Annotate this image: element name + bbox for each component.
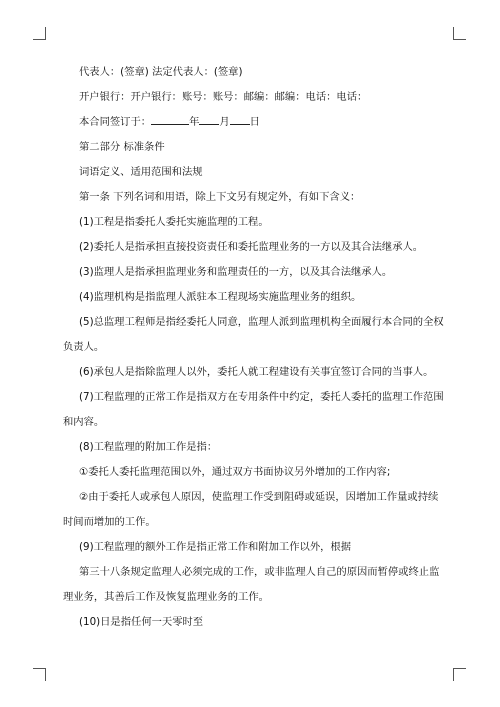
definition-7: (7)工程监理的正常工作是指双方在专用条件中约定，委托人委托的监理工作范围	[79, 391, 444, 403]
definition-2: (2)委托人是指承担直接投资责任和委托监理业务的一方以及其合法继承人。	[79, 241, 424, 253]
day-blank	[230, 114, 250, 125]
definition-10: (10)日是指任何一天零时至	[79, 616, 204, 628]
definition-9-paragraph-continued: 理业务，其善后工作及恢复监理业务的工作。	[63, 591, 269, 603]
definition-9: (9)工程监理的额外工作是指正常工作和附加工作以外，根据	[79, 541, 352, 553]
day-label: 日	[249, 116, 260, 128]
signature-line: 代表人：(签章) 法定代表人：(签章)	[79, 66, 243, 78]
document-body	[63, 64, 444, 630]
month-blank	[199, 114, 219, 125]
definition-8-item-2: ②由于委托人或承包人原因，使监理工作受到阻碍或延误，因增加工作量或持续	[79, 491, 439, 503]
article-one: 第一条 下列名词和用语，除上下文另有规定外，有如下含义：	[79, 191, 361, 203]
month-label: 月	[219, 116, 230, 128]
signing-date-prefix: 本合同签订于：	[79, 116, 152, 128]
definition-8-item-2-continued: 时间而增加的工作。	[63, 516, 156, 528]
crop-mark-bottom-left	[33, 668, 46, 681]
bank-account-line: 开户银行：开户银行：账号：账号：邮编：邮编：电话：电话：	[79, 91, 368, 103]
definition-3: (3)监理人是指承担监理业务和监理责任的一方，以及其合法继承人。	[79, 266, 393, 278]
definition-5-continued: 负责人。	[63, 341, 105, 353]
definition-6: (6)承包人是指除监理人以外，委托人就工程建设有关事宜签订合同的当事人。	[79, 366, 434, 378]
definition-8: (8)工程监理的附加工作是指：	[79, 441, 218, 453]
definition-1: (1)工程是指委托人委托实施监理的工程。	[79, 216, 269, 228]
definition-4: (4)监理机构是指监理人派驻本工程现场实施监理业务的组织。	[79, 291, 362, 303]
definition-5: (5)总监理工程师是指经委托人同意，监理人派到监理机构全面履行本合同的全权	[79, 316, 444, 328]
definition-9-paragraph: 第三十八条规定监理人必须完成的工作，或非监理人自己的原因而暂停或终止监	[79, 566, 440, 578]
signing-date-line	[79, 114, 439, 130]
crop-mark-top-right	[453, 27, 466, 40]
subsection-heading: 词语定义、适用范围和法规	[79, 166, 203, 178]
year-label: 年	[189, 116, 200, 128]
year-blank	[151, 114, 189, 125]
section-heading: 第二部分 标准条件	[79, 141, 165, 153]
definition-7-continued: 和内容。	[63, 416, 105, 428]
crop-mark-bottom-right	[453, 668, 466, 681]
crop-mark-top-left	[33, 27, 46, 40]
definition-8-item-1: ①委托人委托监理范围以外，通过双方书面协议另外增加的工作内容;	[79, 466, 391, 478]
